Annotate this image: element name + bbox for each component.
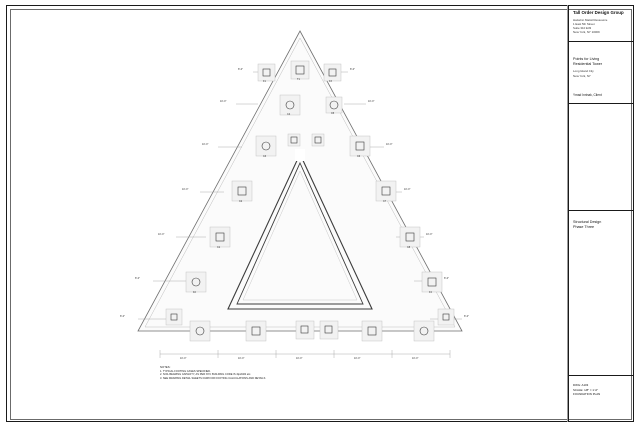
dim-right-4: 10'-0" <box>404 188 411 191</box>
callout-tag-left-4: C2 <box>239 200 243 203</box>
core-opening <box>295 149 305 161</box>
notes-line-1: 1. TYPICAL FOOTING CASES SPECIFIED. <box>160 369 211 373</box>
dim-left-4: 10'-0" <box>182 188 189 191</box>
sheet-info <box>573 383 631 397</box>
firm-address-line-3: Suite 310 E33 <box>573 26 592 30</box>
firm-address-line-1: Hariwinn Maloit Ressource <box>573 18 608 22</box>
phase-subtitle: Phase Three <box>573 225 595 230</box>
callout-tag-apex: T1 <box>297 78 300 81</box>
dim-bottom-3: 10'-0" <box>296 357 303 360</box>
foundation-plan-svg <box>10 9 564 418</box>
general-notes <box>160 366 410 380</box>
notes-line-3: 3. SEE DRAWING DETAIL SHEETS D108 FOR FOOTING CALCULATIONS AND DETAILS <box>160 376 266 380</box>
dim-left-3: 10'-0" <box>202 143 209 146</box>
dim-right-3: 10'-0" <box>386 143 393 146</box>
title-block <box>568 5 634 422</box>
dim-right-corner: 8'-0" <box>464 315 469 318</box>
phase-title: Structural Design <box>573 220 602 224</box>
bottom-dimension-line <box>160 350 450 358</box>
notes-heading: NOTES: <box>160 365 171 369</box>
project-info <box>573 57 631 78</box>
callout-tag-right-2: C5 <box>331 112 335 115</box>
client-name: Ymad Inrinak, Client <box>573 93 602 97</box>
callout-tag-left-5: C1 <box>217 246 221 249</box>
callout-tag-left-6: F2 <box>193 291 196 294</box>
firm-info <box>573 10 631 34</box>
firm-address-line-2: 1 East 5th Street <box>573 22 595 26</box>
project-subtitle: Residential Tower <box>573 62 603 67</box>
dim-left-2: 10'-0" <box>220 100 227 103</box>
plan-drawing-area <box>10 9 564 418</box>
callout-tag-right-4: C7 <box>383 200 387 203</box>
callout-tag-right-1: F3 <box>329 80 332 83</box>
phase-info <box>573 220 631 230</box>
titleblock-rule-2 <box>569 103 634 104</box>
dim-right-1: 8'-0" <box>350 68 355 71</box>
drawing-number: DWG: A103 <box>573 383 589 387</box>
dim-left-1: 8'-0" <box>238 68 243 71</box>
dim-bottom-4: 10'-0" <box>354 357 361 360</box>
callout-tag-right-5: C8 <box>407 246 411 249</box>
project-name: Points for Living <box>573 57 600 61</box>
callout-tag-right-6: F4 <box>429 291 432 294</box>
dim-right-2: 10'-0" <box>368 100 375 103</box>
drawing-scale: SCALE: 1/8" = 1'-0" <box>573 387 599 392</box>
client-info <box>573 93 631 97</box>
callout-tag-left-1: F1 <box>263 80 266 83</box>
dim-bottom-1: 10'-0" <box>180 357 187 360</box>
sheet-plan-name: FOUNDATION PLAN <box>573 392 601 397</box>
titleblock-rule-4 <box>569 375 634 376</box>
notes-line-2: 2. SOIL BEARING CAPACITY, AS PER NYC BUILDING CODE IS 4tpsf/2lb etc. <box>160 373 252 377</box>
dim-bottom-5: 10'-0" <box>412 357 419 360</box>
callout-tag-left-3: C3 <box>263 155 267 158</box>
dim-left-corner: 8'-0" <box>120 315 125 318</box>
dim-left-5: 10'-0" <box>158 233 165 236</box>
dim-left-6: 8'-0" <box>135 277 140 280</box>
callout-tag-right-3: C6 <box>357 155 361 158</box>
titleblock-rule-1 <box>569 41 634 42</box>
dim-right-6: 8'-0" <box>444 277 449 280</box>
dim-right-5: 10'-0" <box>426 233 433 236</box>
project-location-city: Long Island City <box>573 69 594 74</box>
callout-tag-left-2: C4 <box>287 113 291 116</box>
project-location-state: New York, NY <box>573 73 591 78</box>
firm-name: Tall Order Design Group <box>573 10 624 15</box>
dim-bottom-2: 10'-0" <box>238 357 245 360</box>
firm-address-line-4: New York, NY 10009 <box>573 30 600 34</box>
titleblock-rule-3 <box>569 210 634 211</box>
